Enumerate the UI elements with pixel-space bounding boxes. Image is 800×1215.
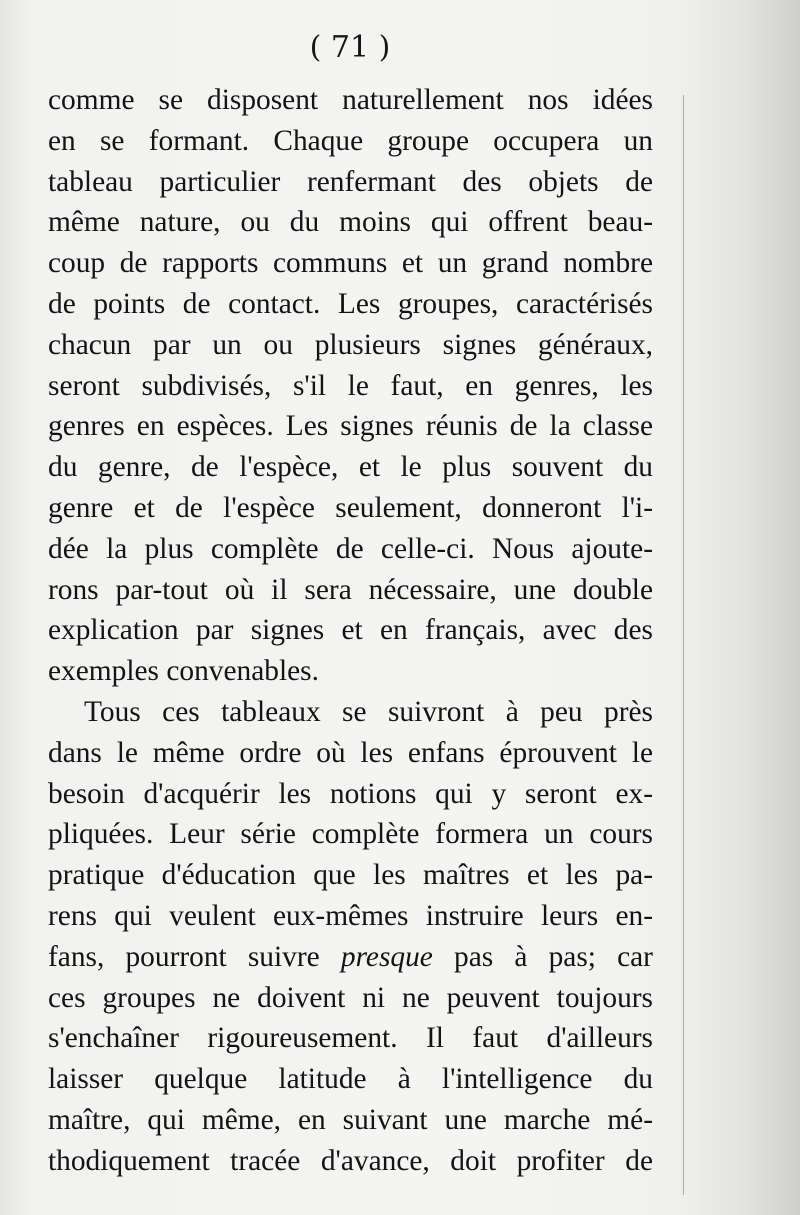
body-text [48,80,653,1182]
text-line: seront subdivisés, s'il le faut, en genres, les [48,369,653,402]
fold-line [683,95,684,1195]
text-line: comme se disposent naturellement nos idées [48,84,653,116]
text-line: thodiquement tracée d'avance, doit profiter de [48,1144,653,1177]
paragraph-1 [48,80,653,692]
text-line: dans le même ordre où les enfans éprouvent le [48,736,653,769]
text-line: en se formant. Chaque groupe occupera un [48,124,653,157]
text-line: exemples convenables. [48,655,319,688]
text-line: Tous ces tableaux se suivront à peu près [84,695,653,728]
text-line: laisser quelque latitude à l'intelligence du [48,1063,653,1096]
page-number: ( 71 ) [309,30,391,65]
text-segment: fans, pourront suivre [48,940,320,973]
text-line: genres en espèces. Les signes réunis de la classe [48,410,653,443]
text-line: du genre, de l'espèce, et le plus souvent du [48,451,653,484]
text-line-with-italic [48,937,653,978]
text-line: chacun par un ou plusieurs signes généraux, [48,328,653,361]
text-line: explication par signes et en français, avec des [48,614,653,647]
text-line: rens qui veulent eux-mêmes instruire leurs en- [48,899,653,932]
text-line: tableau particulier renfermant des objets de [48,165,653,198]
text-line: de points de contact. Les groupes, caractérisés [48,287,653,320]
page-edge-shadow [670,0,800,1215]
text-line: besoin d'acquérir les notions qui y seront ex- [48,777,653,810]
paragraph-2 [48,692,653,1182]
text-line: rons par-tout où il sera nécessaire, une double [48,573,653,606]
text-line: dée la plus complète de celle-ci. Nous ajoute- [48,532,653,565]
text-line: pliquées. Leur série complète formera un cours [48,818,653,851]
text-line: coup de rapports communs et un grand nombre [48,247,653,280]
text-line: ces groupes ne doivent ni ne peuvent toujours [48,981,653,1014]
text-line: genre et de l'espèce seulement, donneront l'i- [48,491,653,524]
text-line: s'enchaîner rigoureusement. Il faut d'ailleurs [48,1022,653,1055]
text-line: maître, qui même, en suivant une marche mé- [48,1103,653,1136]
text-line: même nature, ou du moins qui offrent beau- [48,206,653,239]
text-segment: pas à pas; car [454,940,653,973]
text-line: pratique d'éducation que les maîtres et les pa- [48,859,653,892]
italic-word: presque [340,940,433,973]
